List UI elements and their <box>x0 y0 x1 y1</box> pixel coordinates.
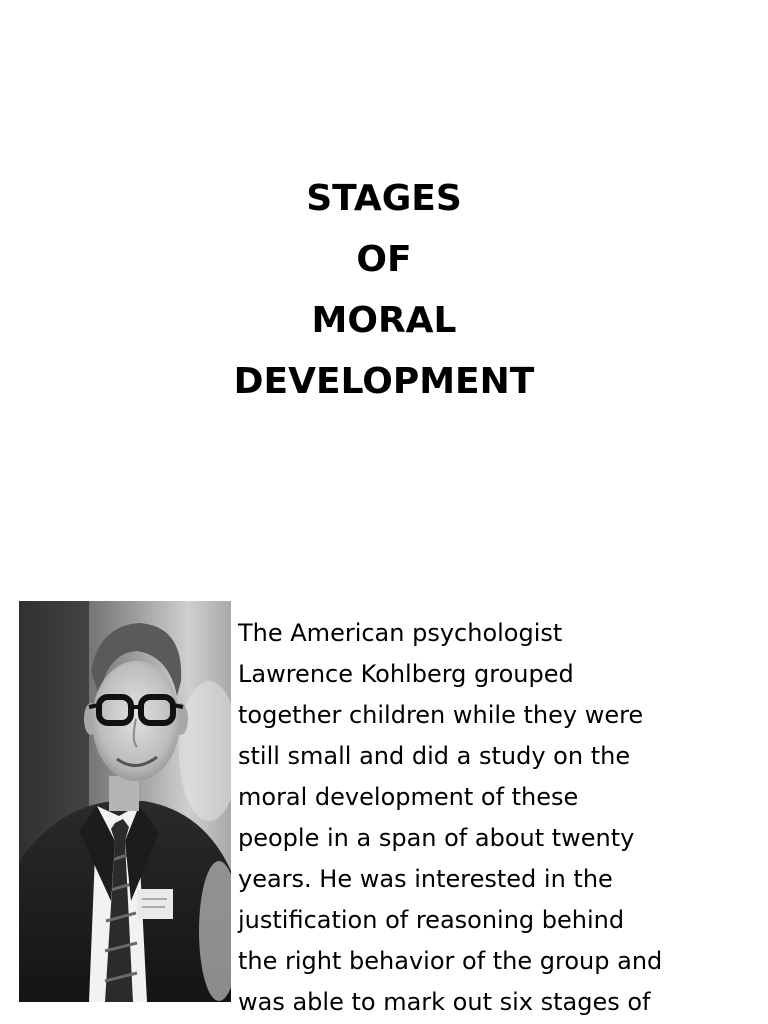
body-line-1: The American psychologist <box>238 619 563 647</box>
body-line-5: moral development of these <box>238 783 579 811</box>
body-line-7: years. He was interested in the <box>238 865 613 893</box>
body-line-6: people in a span of about twenty <box>238 824 635 852</box>
body-paragraph <box>238 613 766 1023</box>
body-line-9: the right behavior of the group and <box>238 947 663 975</box>
title-line-4: DEVELOPMENT <box>233 361 535 402</box>
body-line-4: still small and did a study on the <box>238 742 631 770</box>
portrait-photo-image <box>19 601 231 1002</box>
body-line-3: together children while they were <box>238 701 644 729</box>
body-line-2: Lawrence Kohlberg grouped <box>238 660 574 688</box>
body-line-10: was able to mark out six stages of <box>238 988 651 1016</box>
body-line-8: justification of reasoning behind <box>238 906 625 934</box>
page-title <box>0 168 768 412</box>
title-line-1: STAGES <box>306 178 462 219</box>
title-line-2: OF <box>356 239 412 280</box>
portrait-photo <box>19 601 231 1002</box>
title-line-3: MORAL <box>311 300 457 341</box>
